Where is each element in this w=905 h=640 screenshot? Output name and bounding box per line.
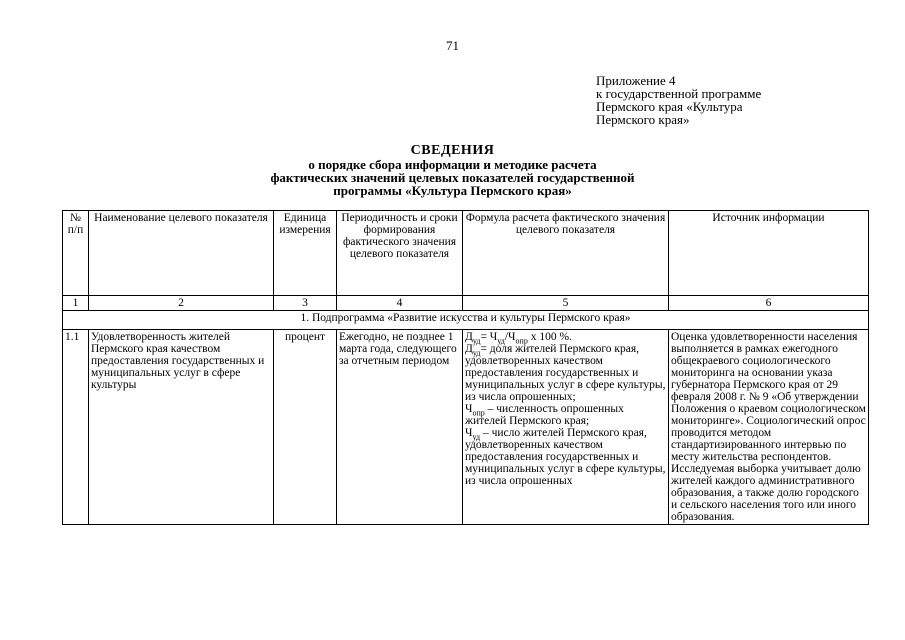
appendix-line: Приложение 4	[596, 73, 676, 88]
document-title	[0, 144, 905, 197]
indicator-name: Удовлетворенность жителей Пермского края качеством предоставления государственных и муниципальных услуг в сфере культуры	[89, 330, 274, 525]
column-number: 4	[337, 296, 463, 311]
title-line: о порядке сбора информации и методике расчета	[308, 157, 597, 172]
row-number: 1.1	[63, 330, 89, 525]
header-cell-formula: Формула расчета фактического значения целевого показателя	[463, 211, 669, 296]
column-number: 1	[63, 296, 89, 311]
column-number: 5	[463, 296, 669, 311]
title-line: фактических значений целевых показателей государственной	[270, 170, 635, 185]
indicators-table	[62, 210, 869, 525]
column-number: 2	[89, 296, 274, 311]
title-line: программы «Культура Пермского края»	[333, 183, 572, 198]
formula-definition-surveyed: $Ч_{опр}$ – численность опрошенных жителей Пермского края;	[465, 403, 624, 427]
page-number: 71	[446, 38, 459, 53]
appendix-line: Пермского края «Культура	[596, 99, 743, 114]
header-cell-source: Источник информации	[669, 211, 869, 296]
indicator-unit: процент	[274, 330, 337, 525]
appendix-line: Пермского края»	[596, 112, 690, 127]
column-number: 3	[274, 296, 337, 311]
appendix-note	[596, 74, 761, 126]
appendix-line: к государственной программе	[596, 86, 762, 101]
header-cell-period: Периодичность и сроки формирования фактического значения целевого показателя	[337, 211, 463, 296]
formula-line: $Д_{уд}= Ч_{уд}/Ч_{опр}$ х 100 %.	[465, 331, 572, 346]
section-title: 1. Подпрограмма «Развитие искусства и культуры Пермского края»	[63, 311, 869, 330]
table-header-row	[63, 211, 869, 296]
indicator-period: Ежегодно, не позднее 1 марта года, следующего за отчетным периодом	[337, 330, 463, 525]
section-row	[63, 311, 869, 330]
formula-definition-share: $Д_{уд}=$ доля жителей Пермского края, удовлетворенных качеством предоставления государственных и муниципальных услуг в сфере культуры, из числа опрошенных;	[465, 343, 666, 403]
indicator-source: Оценка удовлетворенности населения выполняется в рамках ежегодного общекраевого социологического мониторинга на основании указа губернатора Пермского края от 29 февраля 2008 г. № 9 «Об утверждении Положения о краевом социологическом мониторинге». Социологический опрос проводится методом стандартизированного интервью по месту жительства респондентов. Исследуемая выборка учитывает долю жителей каждого административного образования, а также долю городского и сельского населения того или иного образования.	[669, 330, 869, 525]
column-number-row	[63, 296, 869, 311]
indicator-formula	[463, 330, 669, 525]
header-cell-unit: Единица измерения	[274, 211, 337, 296]
formula-definition-satisfied: $Ч_{уд}$ – число жителей Пермского края, удовлетворенных качеством предоставления государственных и муниципальных услуг в сфере культуры, из числа опрошенных	[465, 427, 666, 487]
title-main: СВЕДЕНИЯ	[410, 143, 495, 158]
table-row	[63, 330, 869, 525]
column-number: 6	[669, 296, 869, 311]
header-cell-number: № п/п	[63, 211, 89, 296]
header-cell-name: Наименование целевого показателя	[89, 211, 274, 296]
